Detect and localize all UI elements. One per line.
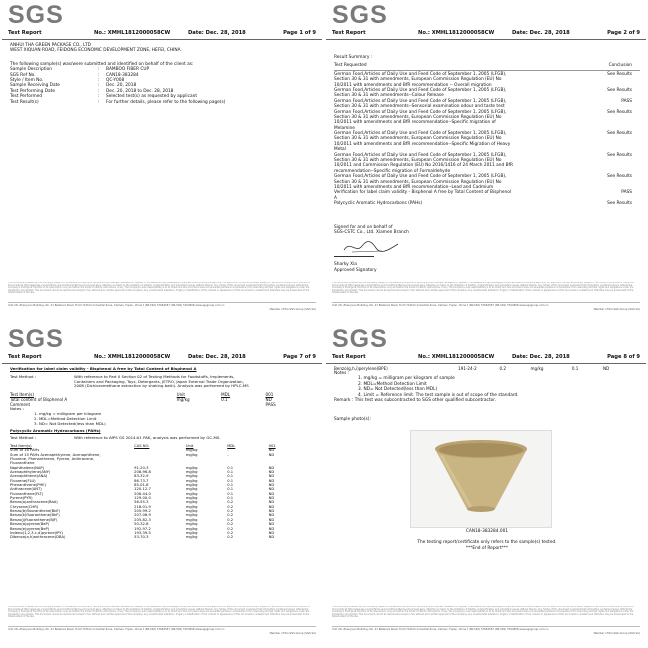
method-line bbox=[10, 384, 316, 389]
page-number: Page 8 of 9 bbox=[607, 354, 640, 360]
summary-item-line: 10/2011 with amendments and BfR recommendation--Lead and Cadmium bbox=[334, 184, 494, 190]
summary-item-line: Section 30 & 31 with amendments--Sensorial examination odour and taste test bbox=[334, 104, 505, 110]
report-title: Test Report bbox=[332, 354, 366, 360]
table-cell: Sum of 18 PAHs bbox=[10, 448, 40, 453]
summary-conclusion: See Results bbox=[607, 152, 632, 158]
report-page-7 bbox=[2, 326, 322, 648]
summary-item-line: German Food,Articles of Daily Use and Feed Code of September 1, 2005 (LFGB), bbox=[334, 174, 507, 180]
signer-name: Sharky Xia bbox=[334, 262, 357, 268]
report-number: No.: XMHL1812000058CW bbox=[418, 354, 495, 360]
field-colon: : bbox=[98, 99, 100, 105]
field-value: Selected test(s) as requested by applicant bbox=[106, 94, 198, 100]
table-cell: 218-01-9 bbox=[134, 504, 151, 509]
remark-text: Remark : This test was subcontracted to SGS other qualified subcontractor. bbox=[334, 397, 496, 403]
sgs-logo: SGS bbox=[332, 2, 388, 29]
table-cell: 129-00-0 bbox=[134, 496, 151, 501]
pahs-notes bbox=[334, 376, 640, 398]
report-number: No.: XMHL1812000058CW bbox=[418, 30, 495, 36]
summary-conclusion: See Results bbox=[607, 87, 632, 93]
sample-photo bbox=[410, 430, 552, 528]
note-line: 3. ND= Not Detected(less than MDL) bbox=[34, 420, 106, 426]
signing-company: SGS-CSTC Co., Ltd. Xiamen Branch bbox=[334, 229, 409, 235]
table-cell: 120-12-7 bbox=[134, 487, 151, 492]
table-header-cell: Test Item(s) bbox=[10, 392, 35, 398]
table-cell: Benzo(e)pyrene(BeP) bbox=[10, 526, 50, 531]
table-cell: Naphthalene(NAP) bbox=[10, 465, 45, 470]
summary-item bbox=[334, 72, 640, 88]
report-page-8 bbox=[326, 326, 646, 648]
table-cell: ND bbox=[268, 478, 275, 483]
table-cell: mg/kg bbox=[185, 448, 198, 453]
field-label: Test Performed bbox=[10, 94, 43, 100]
page-footer bbox=[332, 606, 640, 640]
table-header-cell: Test Item(s) bbox=[10, 443, 32, 448]
footer-fine-print: This document is issued by the Company subject to its General Conditions of Service printed overleaf, available on request or accessible at http://www.sgs.com/en/Terms-and-Conditions.aspx and, for electronic format documents, subject to Terms and Conditions for Electronic Documents at http://www.sgs.com/en/Terms-and-Conditions/Terms-e-Document.aspx. Attention is drawn to the limitation of liability, indemnification and jurisdiction issues defined therein. Any holder of this document is advised that information contained hereon reflects the Company's findings at the time of its intervention only and within the limits of Client's instructions, if any. The Company's sole responsibility is to its Client and this document does not exonerate parties to a transaction from exercising all their rights and obligations under the transaction documents. This document cannot be reproduced except in full, without prior written approval of the Company. Any unauthorized alteration, forgery or falsification of the content or appearance of this document is unlawful and offenders may be prosecuted to the fullest extent of the law. bbox=[8, 606, 311, 619]
table-cell: ND bbox=[268, 491, 275, 496]
table-cell: ND bbox=[268, 509, 275, 514]
table-cell: ND bbox=[268, 474, 275, 479]
table-header-cell: 001 bbox=[265, 392, 274, 398]
table-cell: ND bbox=[268, 500, 275, 505]
page-footer bbox=[8, 282, 316, 316]
table-cell: mg/kg bbox=[185, 452, 198, 457]
table-cell: ND bbox=[268, 526, 275, 531]
page-header bbox=[326, 27, 646, 40]
table-cell: mg/kg bbox=[530, 366, 544, 371]
col-conclusion: Conclusion bbox=[608, 63, 632, 69]
bpa-method bbox=[10, 375, 316, 389]
signer-role: Approved Signatory bbox=[334, 267, 377, 273]
note-line: 2. MDL=Method Detection Limit bbox=[358, 381, 427, 387]
page-number: Page 7 of 9 bbox=[283, 354, 316, 360]
table-cell: ND bbox=[268, 504, 275, 509]
report-date: Date: Dec. 28, 2018 bbox=[188, 354, 246, 360]
field-label: Style / Item No. bbox=[10, 77, 44, 83]
col-test-requested: Test Requested bbox=[334, 63, 367, 69]
summary-item bbox=[334, 110, 640, 132]
table-cell: 0.1 bbox=[227, 491, 234, 496]
table-cell: Benzo(a)anthracene(BaA) bbox=[10, 500, 58, 505]
photo-caption: CAN18-383284.001 bbox=[465, 529, 509, 534]
table-cell: 0.1 bbox=[221, 397, 228, 403]
footer-fine-print: This document is issued by the Company subject to its General Conditions of Service printed overleaf, available on request or accessible at http://www.sgs.com/en/Terms-and-Conditions.aspx and, for electronic format documents, subject to Terms and Conditions for Electronic Documents at http://www.sgs.com/en/Terms-and-Conditions/Terms-e-Document.aspx. Attention is drawn to the limitation of liability, indemnification and jurisdiction issues defined therein. Any holder of this document is advised that information contained hereon reflects the Company's findings at the time of its intervention only and within the limits of Client's instructions, if any. The Company's sole responsibility is to its Client and this document does not exonerate parties to a transaction from exercising all their rights and obligations under the transaction documents. This document cannot be reproduced except in full, without prior written approval of the Company. Any unauthorized alteration, forgery or falsification of the content or appearance of this document is unlawful and offenders may be prosecuted to the fullest extent of the law. bbox=[332, 282, 635, 295]
table-cell: mg/kg bbox=[185, 522, 198, 527]
summary-item bbox=[334, 131, 640, 153]
end-of-report: ***End of Report*** bbox=[465, 545, 509, 551]
summary-item bbox=[334, 153, 640, 175]
summary-item-line: A bbox=[334, 195, 337, 201]
table-row bbox=[10, 535, 310, 539]
table-cell: 0.1 bbox=[227, 474, 234, 479]
report-page-1 bbox=[2, 2, 322, 324]
footer-member: Member of the SGS Group (SGS SA) bbox=[269, 632, 316, 635]
method-label: Test Method : bbox=[10, 373, 37, 379]
notes-label: Notes : bbox=[10, 406, 24, 412]
field-colon: : bbox=[98, 67, 100, 73]
table-cell: 50-32-8 bbox=[134, 522, 149, 527]
table-cell: Fluoranthene bbox=[10, 461, 35, 466]
field-colon: : bbox=[98, 83, 100, 89]
summary-item-line: Metal bbox=[334, 147, 346, 153]
table-header-cell: Unit bbox=[185, 443, 194, 448]
note-line: 1. mg/kg = milligram per kilogram of sample bbox=[358, 376, 455, 382]
summary-item-line: Section 30 & 31 with amendments--Colour Release bbox=[334, 93, 444, 99]
field-colon: : bbox=[98, 72, 100, 78]
table-cell: 208-96-8 bbox=[134, 470, 151, 475]
summary-item-line: Section 30 & 31 with amendments, European Commission Regulation (EU) No bbox=[334, 179, 502, 185]
table-cell: mg/kg bbox=[185, 535, 198, 540]
table-cell: 193-39-5 bbox=[134, 530, 151, 535]
summary-conclusion: PASS bbox=[621, 98, 632, 104]
signed-text: Signed for and on behalf of bbox=[334, 224, 393, 230]
table-cell: 85-01-8 bbox=[134, 483, 149, 488]
table-cell: 207-08-9 bbox=[134, 513, 151, 518]
table-cell: 0.2 bbox=[227, 513, 234, 518]
table-cell: 0.1 bbox=[227, 483, 234, 488]
signature bbox=[342, 238, 402, 256]
report-date: Date: Dec. 28, 2018 bbox=[188, 30, 246, 36]
summary-items bbox=[334, 72, 640, 207]
table-cell: mg/kg bbox=[185, 483, 198, 488]
method-text: With reference to Part II Section 02 of Testing Methods for Foodstuffs, Implements, bbox=[74, 373, 235, 379]
sgs-logo: SGS bbox=[8, 2, 64, 29]
sample-field-row bbox=[10, 100, 316, 105]
table-cell: 0.2 bbox=[227, 504, 234, 509]
table-cell: ND bbox=[268, 487, 275, 492]
applicant-name: ANHUI THA GREEN PACKAGE CO., LTD bbox=[10, 43, 91, 48]
summary-item bbox=[334, 88, 640, 99]
table-cell: - bbox=[227, 448, 229, 453]
table-cell: ND bbox=[268, 496, 275, 501]
table-header-cell: 001 bbox=[268, 443, 276, 448]
table-cell: mg/kg bbox=[185, 530, 198, 535]
table-cell: 0.2 bbox=[227, 535, 234, 540]
table-cell: Benzo(k)fluoranthene(BkF) bbox=[10, 513, 60, 518]
summary-item-line: German Food,Articles of Daily Use and Feed Code of September 1, 2005 (LFGB), bbox=[334, 109, 507, 115]
sample-fields bbox=[10, 67, 316, 105]
table-cell: 0.1 bbox=[227, 496, 234, 501]
report-page-2 bbox=[326, 2, 646, 324]
summary-item-line: Verification for label claim validity - Bisphenol A free by Total Content of Bisphenol bbox=[334, 190, 512, 196]
bpa-notes bbox=[10, 412, 316, 426]
summary-title: Result Summary : bbox=[334, 55, 373, 60]
report-number: No.: XMHL1812000058CW bbox=[94, 354, 171, 360]
table-cell: Phenanthrene(PHE) bbox=[10, 483, 47, 488]
page-footer bbox=[332, 282, 640, 316]
page-number: Page 2 of 9 bbox=[607, 30, 640, 36]
table-cell: Benzo(b)fluoranthene(BbF) bbox=[10, 509, 61, 514]
sgs-logo: SGS bbox=[8, 326, 64, 353]
summary-item-line: Section 30 & 31 with amendments, European Commission Regulation (EU) No bbox=[334, 158, 502, 164]
table-header-cell: Unit bbox=[176, 392, 185, 398]
footer-member: Member of the SGS Group (SGS SA) bbox=[593, 308, 640, 311]
table-cell: 0.1 bbox=[227, 465, 234, 470]
table-cell: ND bbox=[268, 470, 275, 475]
summary-item-line: German Food,Articles of Daily Use and Feed Code of September 1, 2005 (LFGB), bbox=[334, 98, 507, 104]
table-cell: ND bbox=[268, 517, 275, 522]
table-cell: mg/kg bbox=[185, 491, 198, 496]
field-label: Test Performing Date bbox=[10, 88, 55, 94]
summary-item-line: German Food,Articles of Daily Use and Feed Code of September 1, 2005 (LFGB), bbox=[334, 131, 507, 137]
note-line: 2. MDL=Method Detection Limit bbox=[34, 415, 97, 421]
report-title: Test Report bbox=[8, 30, 42, 36]
table-cell: mg/kg bbox=[185, 517, 198, 522]
table-cell: mg/kg bbox=[185, 487, 198, 492]
table-cell: mg/kg bbox=[185, 496, 198, 501]
table-header-cell: MDL bbox=[221, 392, 231, 398]
footer-fine-print: This document is issued by the Company subject to its General Conditions of Service printed overleaf, available on request or accessible at http://www.sgs.com/en/Terms-and-Conditions.aspx and, for electronic format documents, subject to Terms and Conditions for Electronic Documents at http://www.sgs.com/en/Terms-and-Conditions/Terms-e-Document.aspx. Attention is drawn to the limitation of liability, indemnification and jurisdiction issues defined therein. Any holder of this document is advised that information contained hereon reflects the Company's findings at the time of its intervention only and within the limits of Client's instructions, if any. The Company's sole responsibility is to its Client and this document does not exonerate parties to a transaction from exercising all their rights and obligations under the transaction documents. This document cannot be reproduced except in full, without prior written approval of the Company. Any unauthorized alteration, forgery or falsification of the content or appearance of this document is unlawful and offenders may be prosecuted to the fullest extent of the law. bbox=[332, 606, 635, 619]
table-cell: ND bbox=[602, 366, 610, 371]
table-cell: 86-73-7 bbox=[134, 478, 149, 483]
table-cell: PASS bbox=[265, 402, 276, 408]
note-line: 3. ND= Not Detected(less than MDL) bbox=[358, 387, 438, 393]
table-cell: Acenaphthene(ANA) bbox=[10, 474, 48, 479]
summary-item-line: Melamine bbox=[334, 125, 355, 131]
table-cell: 0.2 bbox=[499, 366, 507, 371]
report-date: Date: Dec. 28, 2018 bbox=[512, 30, 570, 36]
table-cell: ND bbox=[268, 530, 275, 535]
table-cell: Acenaphthylene(ANY) bbox=[10, 470, 51, 475]
section-bpa-title: Verification for label claim validity - Bisphenol A free by Total Content of Bisphenol A bbox=[10, 366, 197, 371]
table-cell: - bbox=[227, 452, 229, 457]
page-header bbox=[2, 27, 322, 40]
summary-conclusion: See Results bbox=[607, 131, 632, 137]
summary-item-line: 10/2011 with amendments and BfR recommendation--Specific migration of bbox=[334, 120, 496, 126]
summary-conclusion: See Results bbox=[607, 109, 632, 115]
table-cell: Sum of 15 PAHs Acenaphthylene, Acenaphthene, bbox=[10, 452, 101, 457]
table-cell: 0.1 bbox=[571, 366, 579, 371]
pahs-results-table bbox=[10, 444, 310, 540]
table-cell: 0.1 bbox=[227, 478, 234, 483]
table-cell: Fluorene, Phenanthrene, Pyrene, Anthracene, bbox=[10, 457, 95, 461]
page-7-body bbox=[10, 367, 316, 540]
page-footer bbox=[8, 606, 316, 640]
table-cell: Fluorene(FLU) bbox=[10, 478, 36, 483]
summary-item bbox=[334, 99, 640, 110]
table-cell: Chrysene(CHR) bbox=[10, 504, 39, 509]
table-cell: ND bbox=[268, 452, 275, 457]
summary-item-line: Section 30 & 31 with amendments, European Commission Regulation (EU) No bbox=[334, 114, 502, 120]
summary-conclusion: See Results bbox=[607, 71, 632, 77]
table-cell: mg/kg bbox=[176, 397, 190, 403]
footer-address: Unit 2D, Zhenyuan Building, No. 21 Bellerive Road, Torch Hi-Tech Industrial Zone, Xiamen, Fujian, China t (86-592) 5764658 f (86-592) 5764658 www.sgsgroup.com.cn bbox=[332, 626, 640, 631]
field-colon: : bbox=[98, 88, 100, 94]
table-cell: 83-32-9 bbox=[134, 474, 149, 479]
table-cell: mg/kg bbox=[185, 470, 198, 475]
applicant-address: WEST XIQUAN ROAD, FEIDONG ECONOMIC DEVELOPMENT ZONE, HEFEI, CHINA bbox=[10, 48, 181, 54]
field-colon: : bbox=[98, 94, 100, 100]
field-label: Sample Receiving Date bbox=[10, 83, 60, 89]
page-header bbox=[2, 351, 322, 364]
footer-member: Member of the SGS Group (SGS SA) bbox=[269, 308, 316, 311]
table-cell: 56-55-3 bbox=[134, 500, 149, 505]
closing-statement: The testing report/certificate only refers to the sample(s) tested. bbox=[417, 540, 557, 546]
table-cell: ND bbox=[265, 397, 272, 403]
table-cell: ND bbox=[268, 465, 275, 470]
field-value: For further details, please refer to the following page(s) bbox=[106, 99, 226, 105]
footer-address: Unit 2D, Zhenyuan Building, No. 21 Bellerive Road, Torch Hi-Tech Industrial Zone, Xiamen, Fujian, China t (86-592) 5764658 f (86-592) 5764658 www.sgsgroup.com.cn bbox=[332, 302, 640, 307]
table-cell: 0.2 bbox=[227, 522, 234, 527]
summary-conclusion: See Results bbox=[607, 174, 632, 180]
table-cell: ND bbox=[268, 513, 275, 518]
table-cell: Dibenzo(a,h)anthracene(DBA) bbox=[10, 535, 66, 540]
intro-text: The following sample(s) was/were submitted and identified on behalf of the client as: bbox=[10, 61, 194, 67]
method-text: 2008 (Dichloromethane extraction by shaking bath). Analysis was performed by HPLC-MS bbox=[74, 383, 249, 389]
photo-label: Sample photo(s): bbox=[334, 417, 371, 423]
table-cell: Total content of Bisphenol A bbox=[10, 397, 68, 403]
table-cell: ND bbox=[268, 448, 275, 453]
summary-conclusion: See Results bbox=[607, 201, 632, 207]
summary-conclusion: PASS bbox=[621, 190, 632, 196]
table-cell: Benzo(j)fluoranthene(BjF) bbox=[10, 517, 58, 522]
pahs-method: With reference to AfPS GS 2014:01 PAK, analysis was performed by GC-MS. bbox=[74, 435, 221, 441]
summary-item bbox=[334, 190, 640, 201]
summary-item-line: German Food,Articles of Daily Use and Feed Code of September 1, 2005 (LFGB), bbox=[334, 87, 507, 93]
table-cell: 191-24-2 bbox=[458, 366, 477, 371]
table-cell: ND bbox=[268, 522, 275, 527]
summary-item-line: German Food,Articles of Daily Use and Feed Code of September 1, 2005 (LFGB), bbox=[334, 71, 507, 77]
page-number: Page 1 of 9 bbox=[283, 30, 316, 36]
footer-address: Unit 2D, Zhenyuan Building, No. 21 Bellerive Road, Torch Hi-Tech Industrial Zone, Xiamen, Fujian, China t (86-592) 5764658 f (86-592) 5764658 www.sgsgroup.com.cn bbox=[8, 626, 316, 631]
table-cell: 0.2 bbox=[227, 509, 234, 514]
table-cell: 192-97-2 bbox=[134, 526, 151, 531]
summary-header bbox=[334, 63, 640, 68]
summary-item-line: 10/2011 with amendments and BfR recommendation -- Overall migration bbox=[334, 82, 492, 88]
table-cell: 206-44-0 bbox=[134, 491, 151, 496]
report-date: Date: Dec. 28, 2018 bbox=[512, 354, 570, 360]
table-cell: 0.2 bbox=[227, 526, 234, 531]
report-title: Test Report bbox=[8, 354, 42, 360]
page-2-body bbox=[334, 55, 640, 235]
table-cell: 205-82-3 bbox=[134, 517, 151, 522]
summary-item bbox=[334, 174, 640, 190]
table-cell: Indeno(1,2,3-c,d)pyrene(IPY) bbox=[10, 530, 63, 535]
report-title: Test Report bbox=[332, 30, 366, 36]
table-cell: Benzo(a)pyrene(BaP) bbox=[10, 522, 50, 527]
table-header-cell: CAS NO. bbox=[134, 443, 150, 448]
summary-item-line: recommendation--Specific migration of Formaldehyde bbox=[334, 168, 451, 174]
bamboo-cup-image bbox=[411, 431, 551, 527]
table-cell: 0.2 bbox=[227, 500, 234, 505]
page-8-body bbox=[334, 366, 640, 423]
table-cell: 0.2 bbox=[227, 530, 234, 535]
page-header bbox=[326, 351, 646, 364]
table-cell: mg/kg bbox=[185, 474, 198, 479]
table-cell: 0.1 bbox=[227, 487, 234, 492]
field-label: SGS Ref No. bbox=[10, 72, 36, 78]
table-cell: mg/kg bbox=[185, 504, 198, 509]
footer-member: Member of the SGS Group (SGS SA) bbox=[593, 632, 640, 635]
field-value: Dec. 20, 2018 to Dec. 28, 2018 bbox=[106, 88, 174, 94]
table-cell: mg/kg bbox=[185, 509, 198, 514]
footer-fine-print: This document is issued by the Company subject to its General Conditions of Service printed overleaf, available on request or accessible at http://www.sgs.com/en/Terms-and-Conditions.aspx and, for electronic format documents, subject to Terms and Conditions for Electronic Documents at http://www.sgs.com/en/Terms-and-Conditions/Terms-e-Document.aspx. Attention is drawn to the limitation of liability, indemnification and jurisdiction issues defined therein. Any holder of this document is advised that information contained hereon reflects the Company's findings at the time of its intervention only and within the limits of Client's instructions, if any. The Company's sole responsibility is to its Client and this document does not exonerate parties to a transaction from exercising all their rights and obligations under the transaction documents. This document cannot be reproduced except in full, without prior written approval of the Company. Any unauthorized alteration, forgery or falsification of the content or appearance of this document is unlawful and offenders may be prosecuted to the fullest extent of the law. bbox=[8, 282, 311, 295]
table-cell: 53-70-3 bbox=[134, 535, 149, 540]
sgs-logo: SGS bbox=[332, 326, 388, 353]
table-cell: ND bbox=[268, 535, 275, 540]
method-text: Containers and Packaging, Toys, Detergents, JETRO, Japan External Trade Organization, bbox=[74, 378, 244, 384]
table-cell: 91-20-3 bbox=[134, 465, 149, 470]
table-cell: 0.1 bbox=[227, 470, 234, 475]
field-value: CAN18-383284 bbox=[106, 72, 139, 78]
table-cell: Anthracene(ANT) bbox=[10, 487, 42, 492]
notes-label: Notes : bbox=[334, 371, 350, 376]
table-cell: mg/kg bbox=[185, 465, 198, 470]
section-pahs-title: Polycyclic Aromatic Hydrocarbons (PAHs) bbox=[10, 428, 101, 434]
summary-item-line: German Food,Articles of Daily Use and Feed Code of September 1, 2005 (LFGB), bbox=[334, 152, 507, 158]
table-cell: Benzo(g,h,i)perylene(BPE) bbox=[334, 366, 388, 371]
note-line: 4. Limit = Reference limit. The test sample is out of scope of the standard. bbox=[358, 392, 519, 398]
summary-item-line: Section 30 & 31 with amendments, European Commission Regulation (EU) No bbox=[334, 136, 502, 142]
table-cell: Fluoranthene(FLT) bbox=[10, 491, 44, 496]
table-cell: ND bbox=[268, 483, 275, 488]
summary-item-line: Polycyclic Aromatic Hydrocarbons (PAHs) bbox=[334, 201, 423, 207]
page-1-body bbox=[10, 43, 316, 105]
bpa-results-table bbox=[10, 392, 310, 407]
summary-item-line: 10/2011 with amendments and BfR recommendation--Specific Migration of Heavy bbox=[334, 141, 511, 147]
field-value: Dec. 20, 2018 bbox=[106, 83, 137, 89]
field-label: Sample Description bbox=[10, 67, 52, 73]
footer-address: Unit 2D, Zhenyuan Building, No. 21 Bellerive Road, Torch Hi-Tech Industrial Zone, Xiamen, Fujian, China t (86-592) 5764658 f (86-592) 5764658 www.sgsgroup.com.cn bbox=[8, 302, 316, 307]
table-cell: mg/kg bbox=[185, 478, 198, 483]
table-cell: Comment bbox=[10, 402, 31, 408]
field-colon: : bbox=[98, 77, 100, 83]
field-value: BAMBOO FIBER CUP bbox=[106, 67, 150, 73]
table-cell: 205-99-2 bbox=[134, 509, 151, 514]
table-cell: mg/kg bbox=[185, 526, 198, 531]
note-line: 1. mg/kg = milligram per kilogram bbox=[34, 410, 102, 416]
field-label: Test Result(s) bbox=[10, 99, 39, 105]
table-cell: mg/kg bbox=[185, 500, 198, 505]
table-cell: Pyrene(PYR) bbox=[10, 496, 33, 501]
table-header-cell: MDL bbox=[227, 443, 236, 448]
summary-item-line: Section 30 & 31 with amendments, European Commission Regulation (EU) No bbox=[334, 77, 502, 83]
table-cell: mg/kg bbox=[185, 513, 198, 518]
field-value: QC-Y008 bbox=[106, 77, 125, 83]
method-label: Test Method : bbox=[10, 435, 37, 441]
report-number: No.: XMHL1812000058CW bbox=[94, 30, 171, 36]
summary-item-line: 10/2011 and Commission Regulation (EU) No 2016/1416 of 24 March 2011 and BfR bbox=[334, 163, 514, 169]
table-cell: 0.2 bbox=[227, 517, 234, 522]
